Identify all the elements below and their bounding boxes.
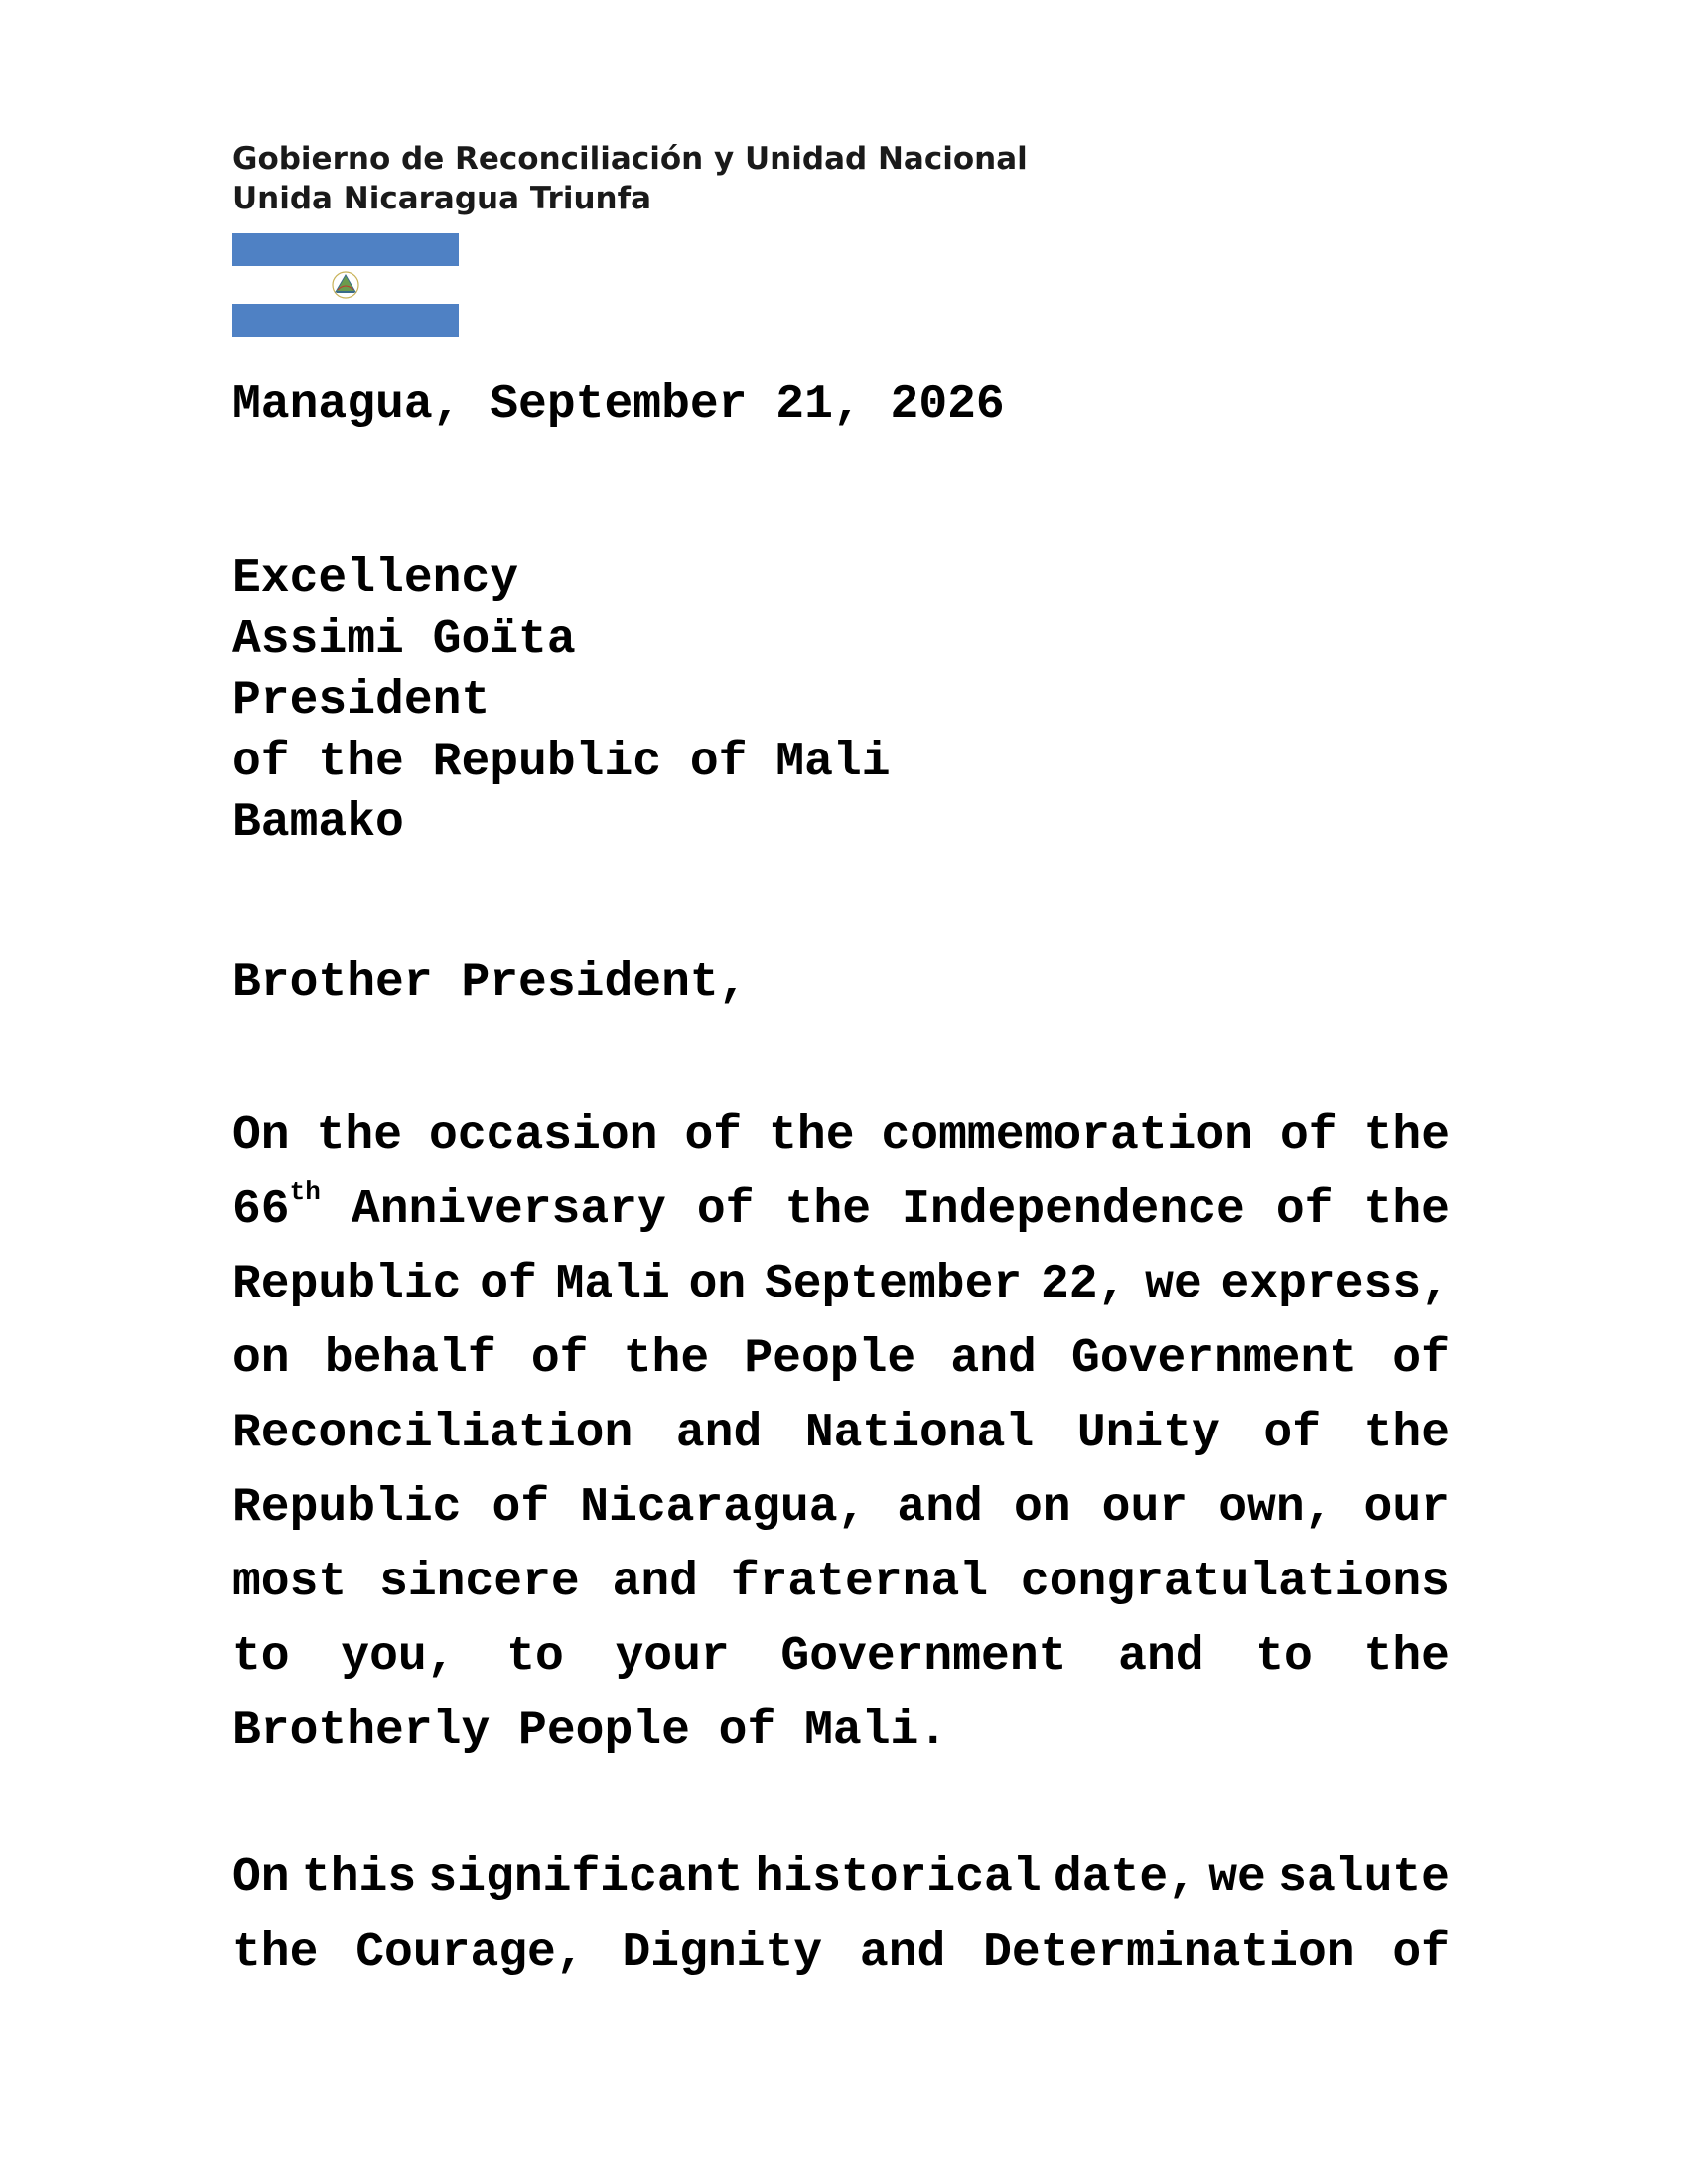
word: our [1363,1481,1450,1535]
word: of [1275,1183,1334,1237]
paragraph-line [232,1546,1450,1620]
word: our [1101,1481,1189,1535]
word: Republic [232,1481,462,1535]
word: of [696,1183,755,1237]
letterhead [232,139,1028,218]
word: sincere [379,1556,580,1609]
ordinal-value: 66 [232,1183,290,1237]
word: on [688,1258,747,1311]
word: own, [1218,1481,1334,1535]
paragraph-line [232,1916,1450,1990]
word: on [1013,1481,1071,1535]
word: On [232,1109,290,1162]
word: Nicaragua, [580,1481,867,1535]
word: to [232,1630,290,1684]
word: Unity [1076,1407,1220,1460]
nicaragua-flag-icon [232,233,459,337]
paragraph-line [232,1099,1450,1173]
word: and [1118,1630,1204,1684]
word: we [1208,1851,1266,1905]
word: to [1255,1630,1313,1684]
ordinal-number [232,1173,321,1248]
paragraph-line [232,1695,1450,1769]
word: Government [780,1630,1067,1684]
body-paragraph-1 [232,1099,1450,1774]
word: you, [341,1630,456,1684]
body-paragraph-2 [232,1842,1450,1990]
flag-top-stripe [232,233,459,266]
word: congratulations [1020,1556,1450,1609]
word: and [675,1407,763,1460]
flag-bottom-stripe [232,304,459,337]
word: salute [1278,1851,1450,1905]
word: People [744,1332,916,1386]
letterhead-slogan: Unida Nicaragua Triunfa [232,181,652,216]
word: National [804,1407,1035,1460]
word: express, [1220,1258,1450,1311]
word: your [615,1630,730,1684]
word: of [684,1109,743,1162]
paragraph-line [232,1842,1450,1916]
word: fraternal [730,1556,989,1609]
paragraph-line [232,1397,1450,1471]
word: the [784,1183,871,1237]
word: the [1363,1183,1450,1237]
word: the [1363,1109,1450,1162]
paragraph-last-line: Brotherly People of Mali. [232,1705,948,1758]
word: occasion [429,1109,658,1162]
coat-of-arms-icon [326,270,365,300]
word: and [612,1556,698,1609]
word: of [1263,1407,1322,1460]
word: Anniversary [351,1183,666,1237]
word: we [1145,1258,1202,1311]
word: Republic [232,1258,462,1311]
word: 22, [1040,1258,1127,1311]
word: Determination [983,1926,1355,1979]
word: historical [755,1851,1042,1905]
ordinal-suffix: th [289,1177,321,1207]
word: September [764,1258,1023,1311]
paragraph-line [232,1248,1450,1322]
word: of [1392,1926,1450,1979]
word: the [1363,1407,1450,1460]
word: Courage, [355,1926,585,1979]
word: Reconciliation [232,1407,633,1460]
word: and [859,1926,946,1979]
word: the [769,1109,855,1162]
recipient-line: Excellency [232,552,519,606]
word: most [232,1556,348,1609]
word: the [1363,1630,1450,1684]
word: the [623,1332,710,1386]
paragraph-line [232,1173,1450,1248]
word: to [506,1630,564,1684]
letterhead-government-name: Gobierno de Reconciliación y Unidad Nacional [232,141,1028,177]
recipient-line: President [232,674,491,728]
word: Dignity [622,1926,823,1979]
paragraph-line [232,1620,1450,1695]
word: and [950,1332,1037,1386]
word: Independence [902,1183,1245,1237]
word: of [1392,1332,1450,1386]
word: the [232,1926,319,1979]
word: significant [428,1851,744,1905]
paragraph-line [232,1471,1450,1546]
recipient-block [232,549,891,855]
salutation: Brother President, [232,956,748,1010]
recipient-line: Bamako [232,796,404,850]
word: and [897,1481,983,1535]
word: of [530,1332,589,1386]
word: the [316,1109,403,1162]
word: behalf [324,1332,496,1386]
word: date, [1053,1851,1196,1905]
recipient-line: Assimi Goïta [232,613,576,667]
word: Government [1071,1332,1358,1386]
word: on [232,1332,290,1386]
word: of [1279,1109,1337,1162]
word: of [480,1258,537,1311]
word: commemoration [881,1109,1253,1162]
word: of [492,1481,550,1535]
word: On [232,1851,290,1905]
recipient-line: of the Republic of Mali [232,735,891,789]
letter-date: Managua, September 21, 2026 [232,378,1005,432]
word: Mali [555,1258,670,1311]
word: this [301,1851,417,1905]
paragraph-line [232,1322,1450,1397]
